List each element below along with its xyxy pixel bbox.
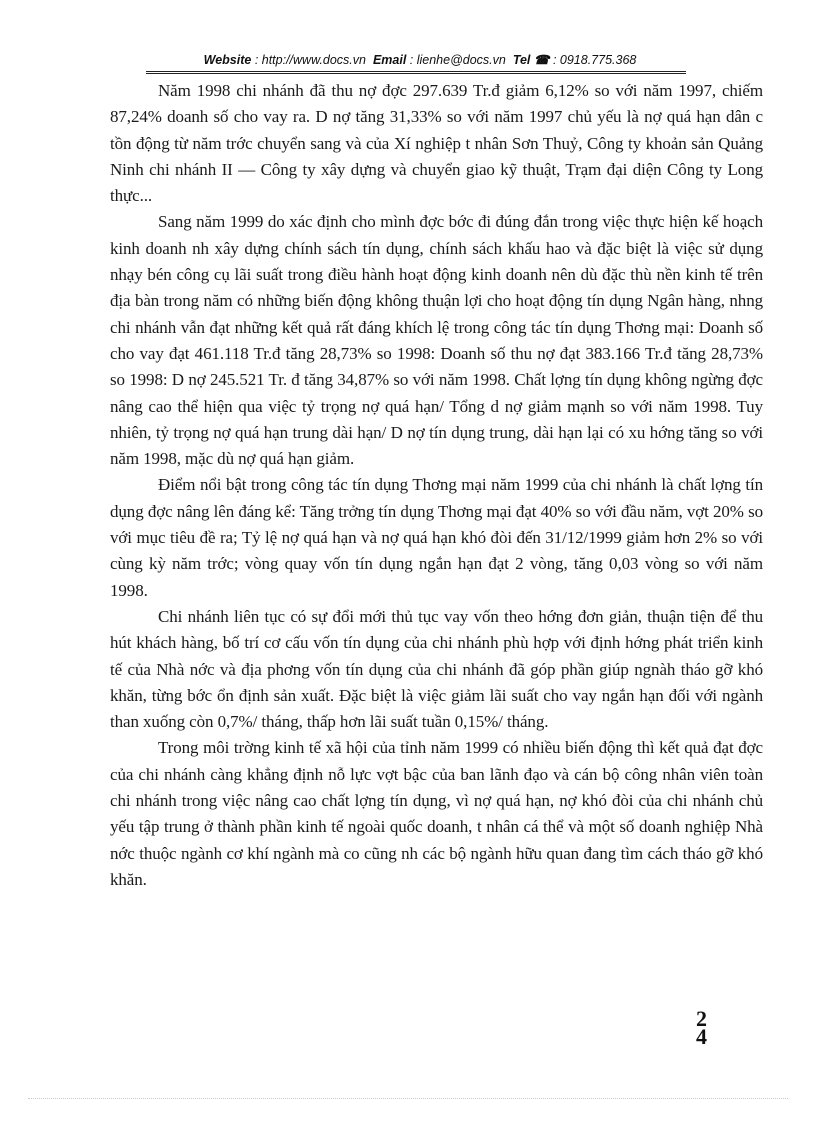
website-label: Website bbox=[203, 53, 252, 67]
email-label: Email bbox=[372, 53, 407, 67]
paragraph-4: Chi nhánh liên tục có sự đổi mới thủ tục vay vốn theo hớng đơn giản, thuận tiện để thu hút khách hàng, bố trí cơ cấu vốn tín dụng của chi nhánh phù hợp với định hớng phát triển kinh tế của Nhà nớc và địa phơng vốn tín dụng của chi nhánh đã góp phần giúp ngnàh tháo gỡ khó khăn, từng bớc ổn định sản xuất. Đặc biệt là việc giảm lãi suất cho vay ngắn hạn đối với ngành than xuống còn 0,7%/ tháng, thấp hơn lãi suất tuần 0,15%/ tháng. bbox=[110, 606, 763, 732]
paragraph-3: Điểm nổi bật trong công tác tín dụng Thơng mại năm 1999 của chi nhánh là chất lợng tín dụng đợc nâng lên đáng kể: Tăng trởng tín dụng Thơng mại đạt 40% so với đầu năm, vợt 20% so với mục tiêu đề ra; Tỷ lệ nợ quá hạn và nợ quá hạn khó đòi đến 31/12/1999 giảm hơn 2% so với cùng kỳ năm trớc; vòng quay vốn tín dụng ngắn hạn đạt 2 vòng, tăng 0,03 vòng so với năm 1998. bbox=[110, 475, 763, 600]
website-value: : http://www.docs.vn bbox=[254, 53, 366, 67]
footer-divider bbox=[28, 1098, 788, 1099]
paragraph-2: Sang năm 1999 do xác định cho mình đợc bớc đi đúng đắn trong việc thực hiện kế hoạch kinh doanh nh xây dựng chính sách tín dụng, chính sách khấu hao và đặc biệt là việc sử dụng nhạy bén công cụ lãi suất trong điều hành hoạt động kinh doanh nên dù đặc thù nền kinh tế trên địa bàn trong năm có những biến động không thuận lợi cho hoạt động tín dụng Ngân hàng, nhng chi nhánh vẫn đạt những kết quả rất đáng khích lệ trong công tác tín dụng Thơng mại: Doanh số cho vay đạt 461.118 Tr.đ tăng 28,73% so 1998: Doanh số thu nợ đạt 383.166 Tr.đ tăng 28,73% so 1998: D nợ 245.521 Tr. đ tăng 34,87% so với năm 1998. Chất lợng tín dụng không ngừng đợc nâng cao thể hiện qua việc tỷ trọng nợ quá hạn/ Tổng d nợ giảm mạnh so với năm 1998. Tuy nhiên, tỷ trọng nợ quá hạn trung dài hạn/ D nợ tín dụng trung, dài hạn lại có xu hớng tăng so với năm 1998, mặc dù nợ quá hạn giảm. bbox=[110, 212, 763, 469]
page-number-digit-1: 2 bbox=[696, 1006, 707, 1031]
page-number-digit-2: 4 bbox=[696, 1024, 707, 1049]
tel-value: : 0918.775.368 bbox=[552, 53, 637, 67]
paragraph-1: Năm 1998 chi nhánh đã thu nợ đợc 297.639 Tr.đ giảm 6,12% so với năm 1997, chiếm 87,24% doanh số cho vay ra. D nợ tăng 31,33% so với năm 1997 chủ yếu là nợ quá hạn dân c tồn động từ năm trớc chuyển sang và của Xí nghiệp t nhân Sơn Thuỷ, Công ty khoản sản Quảng Ninh chi nhánh II — Công ty xây dựng và chuyển giao kỹ thuật, Trạm đại diện Công ty Long thực... bbox=[110, 81, 763, 206]
page-header bbox=[150, 52, 690, 67]
email-value: : lienhe@docs.vn bbox=[409, 53, 506, 67]
header-divider bbox=[146, 71, 686, 74]
tel-label: Tel ☎ bbox=[512, 53, 550, 67]
page-number bbox=[696, 1006, 707, 1049]
document-body bbox=[110, 78, 763, 893]
paragraph-5: Trong môi trờng kinh tế xã hội của tỉnh năm 1999 có nhiều biến động thì kết quả đạt đợc của chi nhánh càng khẳng định nỗ lực vợt bậc của ban lãnh đạo và cán bộ công nhân viên toàn chi nhánh trong việc nâng cao chất lợng tín dụng, vì nợ quá hạn, nợ khó đòi của chi nhánh chủ yếu tập trung ở thành phần kinh tế ngoài quốc doanh, t nhân cá thể và một số doanh nghiệp Nhà nớc thuộc ngành cơ khí ngành mà co cũng nh các bộ ngành hữu quan đang tìm cách tháo gỡ khó khăn. bbox=[110, 738, 763, 889]
